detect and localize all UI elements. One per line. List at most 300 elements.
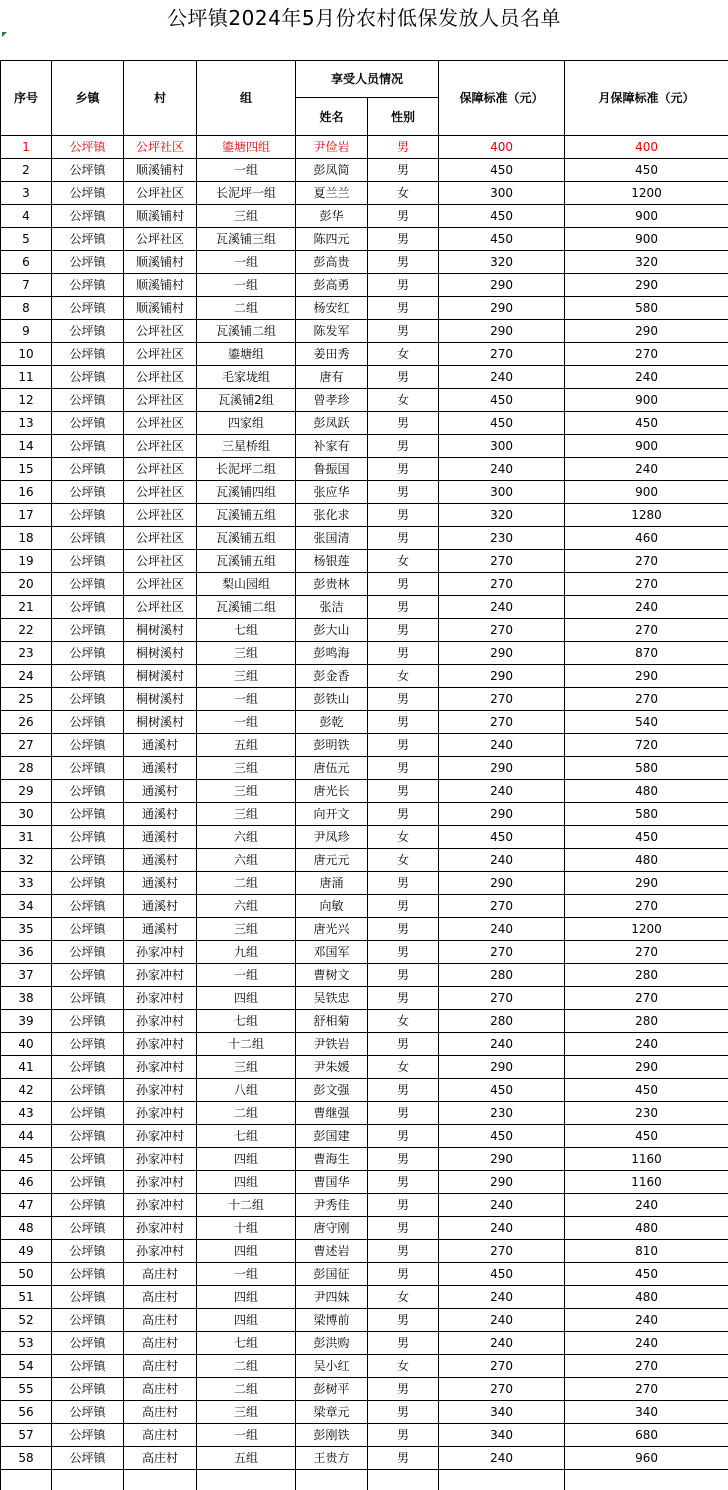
- gender-cell: 男: [368, 987, 439, 1010]
- standard-cell: 270: [439, 343, 565, 366]
- gender-cell: 男: [368, 527, 439, 550]
- name-cell: 尹凤珍: [296, 826, 368, 849]
- village-cell: 通溪村: [124, 849, 197, 872]
- table-row: [1, 550, 728, 573]
- village-cell: 高庄村: [124, 1447, 197, 1470]
- village-cell: 孙家冲村: [124, 1079, 197, 1102]
- table-row: [1, 895, 728, 918]
- table-row: [1, 504, 728, 527]
- seq-cell: 53: [1, 1332, 52, 1355]
- group-cell: 一组: [197, 964, 296, 987]
- standard-cell: 450: [439, 389, 565, 412]
- standard-cell: 290: [439, 1148, 565, 1171]
- table-body: [1, 136, 728, 1490]
- township-cell: 公坪镇: [52, 1079, 124, 1102]
- table-row: [1, 136, 728, 159]
- monthly-cell: 240: [565, 1033, 728, 1056]
- township-cell: 公坪镇: [52, 228, 124, 251]
- group-cell: 长泥坪二组: [197, 458, 296, 481]
- gender-cell: 男: [368, 504, 439, 527]
- standard-cell: 340: [439, 1424, 565, 1447]
- name-cell: 彭凤跃: [296, 412, 368, 435]
- table-row: [1, 734, 728, 757]
- name-cell: 曹树文: [296, 964, 368, 987]
- table-row: [1, 366, 728, 389]
- township-cell: 公坪镇: [52, 872, 124, 895]
- village-cell: 公坪社区: [124, 412, 197, 435]
- seq-cell: 55: [1, 1378, 52, 1401]
- township-cell: 公坪镇: [52, 1332, 124, 1355]
- seq-cell: 48: [1, 1217, 52, 1240]
- name-cell: 彭铁山: [296, 688, 368, 711]
- standard-cell: 450: [439, 228, 565, 251]
- seq-cell: 57: [1, 1424, 52, 1447]
- monthly-cell: 900: [565, 435, 728, 458]
- group-cell: 四组: [197, 1148, 296, 1171]
- group-cell: 鎏塘四组: [197, 136, 296, 159]
- village-cell: 通溪村: [124, 895, 197, 918]
- township-cell: 公坪镇: [52, 1171, 124, 1194]
- monthly-cell: 270: [565, 688, 728, 711]
- seq-cell: 56: [1, 1401, 52, 1424]
- group-cell: 瓦溪铺2组: [197, 389, 296, 412]
- gender-cell: 男: [368, 1102, 439, 1125]
- village-cell: 顺溪铺村: [124, 159, 197, 182]
- group-cell: 七组: [197, 1010, 296, 1033]
- table-row: [1, 757, 728, 780]
- gender-cell: 男: [368, 136, 439, 159]
- group-cell: 一组: [197, 711, 296, 734]
- table-row: [1, 941, 728, 964]
- village-cell: 孙家冲村: [124, 1125, 197, 1148]
- monthly-cell: 450: [565, 412, 728, 435]
- village-cell: 高庄村: [124, 1401, 197, 1424]
- township-cell: 公坪镇: [52, 458, 124, 481]
- table-row: [1, 780, 728, 803]
- table-row: [1, 389, 728, 412]
- gender-cell: 男: [368, 619, 439, 642]
- standard-cell: 300: [439, 182, 565, 205]
- table-row: [1, 1102, 728, 1125]
- group-cell: 三组: [197, 803, 296, 826]
- seq-cell: 31: [1, 826, 52, 849]
- seq-cell: 20: [1, 573, 52, 596]
- standard-cell: 280: [439, 1010, 565, 1033]
- gender-cell: 男: [368, 918, 439, 941]
- monthly-cell: 580: [565, 297, 728, 320]
- seq-cell: 14: [1, 435, 52, 458]
- name-cell: 彭大山: [296, 619, 368, 642]
- table-row: [1, 711, 728, 734]
- monthly-cell: 280: [565, 1010, 728, 1033]
- village-cell: 高庄村: [124, 1263, 197, 1286]
- village-cell: 公坪社区: [124, 343, 197, 366]
- township-cell: 公坪镇: [52, 1148, 124, 1171]
- group-cell: 四组: [197, 987, 296, 1010]
- township-cell: 公坪镇: [52, 642, 124, 665]
- name-cell: 彭国建: [296, 1125, 368, 1148]
- township-cell: 公坪镇: [52, 826, 124, 849]
- village-cell: 孙家冲村: [124, 1240, 197, 1263]
- monthly-cell: 230: [565, 1102, 728, 1125]
- name-cell: 唐元元: [296, 849, 368, 872]
- table-row: [1, 205, 728, 228]
- monthly-cell: 290: [565, 872, 728, 895]
- group-cell: 三星桥组: [197, 435, 296, 458]
- township-cell: 公坪镇: [52, 895, 124, 918]
- seq-cell: 3: [1, 182, 52, 205]
- name-cell: 彭金香: [296, 665, 368, 688]
- table-row: [1, 1332, 728, 1355]
- table-row: [1, 1217, 728, 1240]
- gender-cell: 男: [368, 1332, 439, 1355]
- group-cell: 一组: [197, 688, 296, 711]
- seq-cell: 8: [1, 297, 52, 320]
- gender-cell: 男: [368, 1378, 439, 1401]
- seq-cell: 16: [1, 481, 52, 504]
- village-cell: 孙家冲村: [124, 1194, 197, 1217]
- table-row: [1, 688, 728, 711]
- standard-cell: 450: [439, 826, 565, 849]
- table-row: [1, 1125, 728, 1148]
- gender-cell: 男: [368, 1079, 439, 1102]
- seq-cell: 47: [1, 1194, 52, 1217]
- village-cell: 孙家冲村: [124, 941, 197, 964]
- standard-cell: 270: [439, 619, 565, 642]
- standard-cell: 290: [439, 1171, 565, 1194]
- group-cell: 一组: [197, 159, 296, 182]
- group-cell: 一组: [197, 251, 296, 274]
- township-cell: 公坪镇: [52, 274, 124, 297]
- monthly-cell: 240: [565, 458, 728, 481]
- standard-cell: 290: [439, 665, 565, 688]
- standard-cell: 240: [439, 918, 565, 941]
- village-cell: 桐树溪村: [124, 619, 197, 642]
- name-cell: 补家有: [296, 435, 368, 458]
- village-cell: 通溪村: [124, 734, 197, 757]
- village-cell: 公坪社区: [124, 228, 197, 251]
- seq-cell: 6: [1, 251, 52, 274]
- village-cell: 通溪村: [124, 918, 197, 941]
- seq-cell: 37: [1, 964, 52, 987]
- group-cell: 五组: [197, 1447, 296, 1470]
- seq-cell: 25: [1, 688, 52, 711]
- name-cell: 彭鸣海: [296, 642, 368, 665]
- seq-cell: 41: [1, 1056, 52, 1079]
- village-cell: 高庄村: [124, 1355, 197, 1378]
- name-cell: 彭国征: [296, 1263, 368, 1286]
- group-cell: 六组: [197, 826, 296, 849]
- seq-cell: 27: [1, 734, 52, 757]
- name-cell: 梁博前: [296, 1309, 368, 1332]
- township-cell: 公坪镇: [52, 803, 124, 826]
- group-cell: 二组: [197, 1378, 296, 1401]
- seq-cell: 29: [1, 780, 52, 803]
- header-group: 组: [197, 61, 296, 136]
- table-row: [1, 872, 728, 895]
- village-cell: 孙家冲村: [124, 1148, 197, 1171]
- group-cell: 十组: [197, 1217, 296, 1240]
- table-row: [1, 665, 728, 688]
- standard-cell: 290: [439, 642, 565, 665]
- gender-cell: 女: [368, 826, 439, 849]
- gender-cell: 男: [368, 711, 439, 734]
- gender-cell: 男: [368, 872, 439, 895]
- monthly-cell: 900: [565, 205, 728, 228]
- group-cell: 五组: [197, 734, 296, 757]
- group-cell: 七组: [197, 1125, 296, 1148]
- gender-cell: 男: [368, 734, 439, 757]
- standard-cell: 270: [439, 688, 565, 711]
- village-cell: 顺溪铺村: [124, 251, 197, 274]
- standard-cell: 290: [439, 320, 565, 343]
- gender-cell: 女: [368, 1056, 439, 1079]
- standard-cell: 300: [439, 435, 565, 458]
- table-row: [1, 826, 728, 849]
- monthly-cell: 290: [565, 1056, 728, 1079]
- gender-cell: 男: [368, 1033, 439, 1056]
- standard-cell: 270: [439, 895, 565, 918]
- village-cell: 通溪村: [124, 780, 197, 803]
- village-cell: 公坪社区: [124, 435, 197, 458]
- name-cell: 彭乾: [296, 711, 368, 734]
- group-cell: 瓦溪铺二组: [197, 320, 296, 343]
- table-row: [1, 435, 728, 458]
- village-cell: 公坪社区: [124, 481, 197, 504]
- monthly-cell: 320: [565, 251, 728, 274]
- standard-cell: 230: [439, 527, 565, 550]
- seq-cell: 40: [1, 1033, 52, 1056]
- village-cell: 公坪社区: [124, 550, 197, 573]
- gender-cell: 男: [368, 1424, 439, 1447]
- standard-cell: 240: [439, 596, 565, 619]
- seq-cell: 24: [1, 665, 52, 688]
- group-cell: 四组: [197, 1286, 296, 1309]
- gender-cell: 女: [368, 1355, 439, 1378]
- monthly-cell: 290: [565, 274, 728, 297]
- gender-cell: 男: [368, 780, 439, 803]
- name-cell: 张国清: [296, 527, 368, 550]
- table-row: [1, 1079, 728, 1102]
- gender-cell: 女: [368, 182, 439, 205]
- group-cell: 四组: [197, 1171, 296, 1194]
- name-cell: 尹铁岩: [296, 1033, 368, 1056]
- name-cell: 邓国军: [296, 941, 368, 964]
- village-cell: 公坪社区: [124, 136, 197, 159]
- seq-cell: 21: [1, 596, 52, 619]
- group-cell: 四组: [197, 1309, 296, 1332]
- standard-cell: 450: [439, 159, 565, 182]
- seq-cell: 38: [1, 987, 52, 1010]
- monthly-cell: 290: [565, 320, 728, 343]
- seq-cell: 9: [1, 320, 52, 343]
- gender-cell: 男: [368, 1401, 439, 1424]
- table-row: [1, 642, 728, 665]
- group-cell: 一组: [197, 274, 296, 297]
- monthly-cell: 270: [565, 1355, 728, 1378]
- gender-cell: 男: [368, 803, 439, 826]
- group-cell: 长泥坪一组: [197, 182, 296, 205]
- standard-cell: 240: [439, 1194, 565, 1217]
- table-row: [1, 1378, 728, 1401]
- monthly-cell: 290: [565, 665, 728, 688]
- standard-cell: 240: [439, 780, 565, 803]
- seq-cell: 36: [1, 941, 52, 964]
- group-cell: 瓦溪铺四组: [197, 481, 296, 504]
- monthly-cell: 280: [565, 964, 728, 987]
- township-cell: 公坪镇: [52, 1010, 124, 1033]
- monthly-cell: 270: [565, 573, 728, 596]
- monthly-cell: 340: [565, 1401, 728, 1424]
- name-cell: 张化求: [296, 504, 368, 527]
- village-cell: 高庄村: [124, 1378, 197, 1401]
- name-cell: 唐有: [296, 366, 368, 389]
- gender-cell: 女: [368, 1286, 439, 1309]
- seq-cell: 52: [1, 1309, 52, 1332]
- name-cell: 舒相菊: [296, 1010, 368, 1033]
- group-cell: 一组: [197, 1263, 296, 1286]
- table-row: [1, 987, 728, 1010]
- header-beneficiary: 享受人员情况: [296, 61, 439, 98]
- table-row: [1, 458, 728, 481]
- group-cell: 三组: [197, 1401, 296, 1424]
- gender-cell: 男: [368, 757, 439, 780]
- township-cell: 公坪镇: [52, 619, 124, 642]
- standard-cell: 270: [439, 1355, 565, 1378]
- township-cell: 公坪镇: [52, 1217, 124, 1240]
- township-cell: 公坪镇: [52, 1263, 124, 1286]
- township-cell: 公坪镇: [52, 1102, 124, 1125]
- group-cell: 七组: [197, 619, 296, 642]
- seq-cell: 1: [1, 136, 52, 159]
- township-cell: 公坪镇: [52, 136, 124, 159]
- table-row: [1, 573, 728, 596]
- gender-cell: 女: [368, 389, 439, 412]
- monthly-cell: 1160: [565, 1148, 728, 1171]
- village-cell: 顺溪铺村: [124, 205, 197, 228]
- name-cell: 彭明铁: [296, 734, 368, 757]
- gender-cell: 男: [368, 274, 439, 297]
- header-name: 姓名: [296, 98, 368, 136]
- name-cell: 陈四元: [296, 228, 368, 251]
- gender-cell: 男: [368, 1309, 439, 1332]
- seq-cell: 30: [1, 803, 52, 826]
- name-cell: 鲁振国: [296, 458, 368, 481]
- standard-cell: 290: [439, 757, 565, 780]
- gender-cell: 男: [368, 964, 439, 987]
- township-cell: 公坪镇: [52, 159, 124, 182]
- township-cell: 公坪镇: [52, 205, 124, 228]
- gender-cell: 男: [368, 895, 439, 918]
- standard-cell: 240: [439, 458, 565, 481]
- township-cell: 公坪镇: [52, 1286, 124, 1309]
- township-cell: 公坪镇: [52, 941, 124, 964]
- group-cell: 十二组: [197, 1194, 296, 1217]
- standard-cell: 240: [439, 1033, 565, 1056]
- standard-cell: 280: [439, 964, 565, 987]
- standard-cell: 230: [439, 1102, 565, 1125]
- township-cell: 公坪镇: [52, 1033, 124, 1056]
- standard-cell: 450: [439, 205, 565, 228]
- seq-cell: 54: [1, 1355, 52, 1378]
- name-cell: 唐光长: [296, 780, 368, 803]
- seq-cell: 2: [1, 159, 52, 182]
- standard-cell: 450: [439, 1079, 565, 1102]
- village-cell: 高庄村: [124, 1309, 197, 1332]
- standard-cell: 240: [439, 1332, 565, 1355]
- monthly-cell: 270: [565, 1378, 728, 1401]
- table-row: [1, 1309, 728, 1332]
- group-cell: 瓦溪铺三组: [197, 228, 296, 251]
- township-cell: 公坪镇: [52, 527, 124, 550]
- standard-cell: 240: [439, 849, 565, 872]
- village-cell: 桐树溪村: [124, 665, 197, 688]
- table-row: [1, 159, 728, 182]
- standard-cell: 340: [439, 1401, 565, 1424]
- township-cell: 公坪镇: [52, 711, 124, 734]
- name-cell: 彭文强: [296, 1079, 368, 1102]
- village-cell: 孙家冲村: [124, 1056, 197, 1079]
- header-monthly: 月保障标准（元）: [565, 61, 728, 136]
- village-cell: 孙家冲村: [124, 1033, 197, 1056]
- table-row: [1, 527, 728, 550]
- township-cell: 公坪镇: [52, 849, 124, 872]
- gender-cell: 男: [368, 688, 439, 711]
- seq-cell: 46: [1, 1171, 52, 1194]
- group-cell: 瓦溪铺二组: [197, 596, 296, 619]
- header-township: 乡镇: [52, 61, 124, 136]
- village-cell: 公坪社区: [124, 458, 197, 481]
- township-cell: 公坪镇: [52, 1447, 124, 1470]
- table-row: [1, 803, 728, 826]
- name-cell: 杨银莲: [296, 550, 368, 573]
- group-cell: 瓦溪铺五组: [197, 527, 296, 550]
- monthly-cell: 480: [565, 1286, 728, 1309]
- standard-cell: 270: [439, 1378, 565, 1401]
- table-row: [1, 619, 728, 642]
- standard-cell: 290: [439, 803, 565, 826]
- township-cell: 公坪镇: [52, 412, 124, 435]
- monthly-cell: 1200: [565, 182, 728, 205]
- monthly-cell: 270: [565, 343, 728, 366]
- township-cell: 公坪镇: [52, 1355, 124, 1378]
- seq-cell: 51: [1, 1286, 52, 1309]
- group-cell: 三组: [197, 918, 296, 941]
- gender-cell: 男: [368, 366, 439, 389]
- gender-cell: 男: [368, 159, 439, 182]
- name-cell: 彭高贵: [296, 251, 368, 274]
- group-cell: 瓦溪铺五组: [197, 504, 296, 527]
- group-cell: 四组: [197, 1240, 296, 1263]
- name-cell: 尹秀佳: [296, 1194, 368, 1217]
- gender-cell: 男: [368, 1148, 439, 1171]
- township-cell: 公坪镇: [52, 964, 124, 987]
- township-cell: 公坪镇: [52, 734, 124, 757]
- gender-cell: 男: [368, 573, 439, 596]
- monthly-cell: 1200: [565, 918, 728, 941]
- village-cell: 公坪社区: [124, 366, 197, 389]
- seq-cell: 42: [1, 1079, 52, 1102]
- name-cell: 彭凤简: [296, 159, 368, 182]
- township-cell: 公坪镇: [52, 1194, 124, 1217]
- village-cell: 通溪村: [124, 826, 197, 849]
- township-cell: 公坪镇: [52, 757, 124, 780]
- table-row: [1, 228, 728, 251]
- standard-cell: 320: [439, 251, 565, 274]
- group-cell: 十二组: [197, 1033, 296, 1056]
- seq-cell: 4: [1, 205, 52, 228]
- name-cell: 陈发军: [296, 320, 368, 343]
